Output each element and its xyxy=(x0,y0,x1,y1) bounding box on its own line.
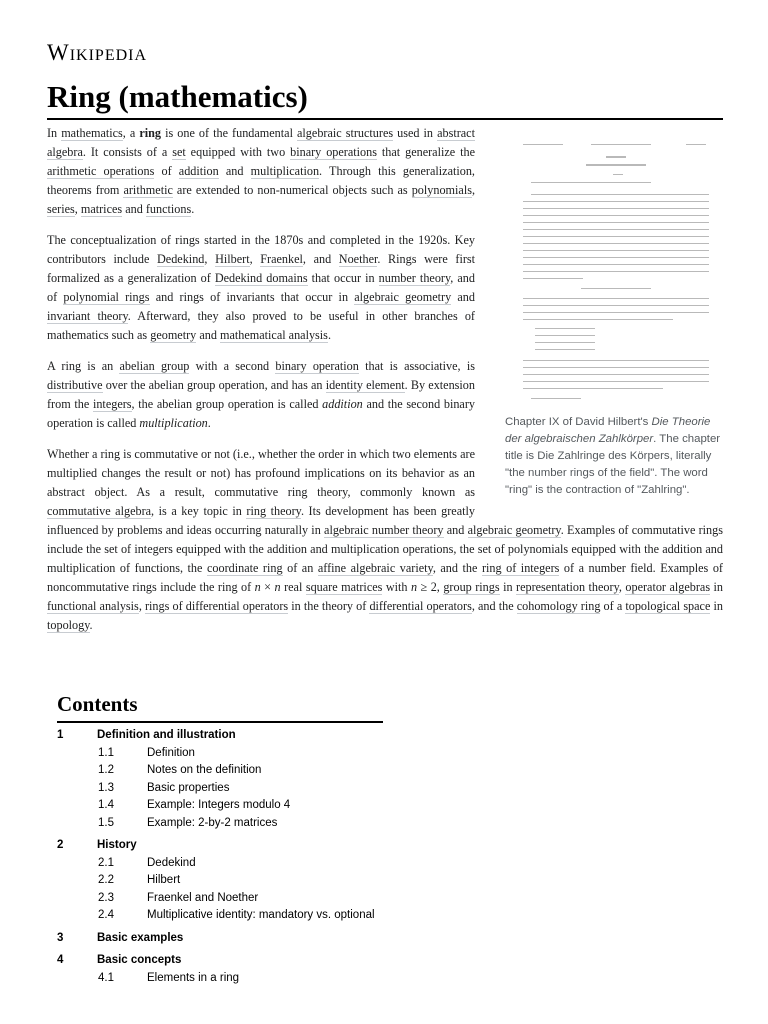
italic-term: n xyxy=(411,580,418,594)
text-run: . Examples of commutative rings include the set of integers equipped with the addition and multiplication operations, the set of polynomials equipped with the addition and multiplication of functions, the xyxy=(47,523,723,575)
text-run: with a second xyxy=(189,359,276,373)
text-run: . Through this generalization, theorems from xyxy=(47,164,475,197)
toc-entry[interactable] xyxy=(57,782,737,800)
text-run: that occur in xyxy=(307,271,379,285)
italic-term: multiplication xyxy=(139,416,208,430)
text-run: , the abelian group operation is called xyxy=(131,397,323,411)
text-run: . By extension from the xyxy=(47,378,475,411)
text-run: of a number field. Examples of noncommutative rings include the ring of xyxy=(47,561,723,594)
toc-number: 4 xyxy=(57,954,64,966)
text-run: of xyxy=(154,164,179,178)
toc-entry[interactable] xyxy=(57,857,737,875)
figure-caption: Chapter IX of David Hilbert's Die Theorie der algebraischen Zahlkörper. The chapter title is Die Zahlringe des Körpers, literally "the number rings of the field". The word "ring" is the contraction of "Zahlring". xyxy=(505,416,721,496)
article-link[interactable]: geometry xyxy=(150,328,197,342)
text-run: ≥ 2, xyxy=(417,580,444,594)
toc-entry[interactable] xyxy=(57,909,737,927)
toc-text: Fraenkel and Noether xyxy=(147,891,259,904)
article-link[interactable]: representation theory xyxy=(516,580,619,594)
article-link[interactable]: rings of differential operators xyxy=(144,599,289,613)
article-link[interactable]: arithmetic operations xyxy=(47,164,155,178)
text-run: and rings of invariants that occur in xyxy=(149,290,355,304)
article-link[interactable]: distributive xyxy=(47,378,103,392)
text-run: and xyxy=(122,202,146,216)
article-link[interactable]: cohomology ring xyxy=(516,599,601,613)
article-link[interactable]: operator algebras xyxy=(625,580,711,594)
article-link[interactable]: algebraic geometry xyxy=(467,523,561,537)
text-run: , xyxy=(471,183,475,197)
italic-term: n xyxy=(254,580,261,594)
toc-number: 2.3 xyxy=(98,891,114,904)
toc-text: Elements in a ring xyxy=(147,971,240,984)
text-run: in xyxy=(499,580,517,594)
scanned-page-image[interactable] xyxy=(521,140,711,402)
article-link[interactable]: series xyxy=(47,202,75,216)
article-link[interactable]: ring of integers xyxy=(481,561,560,575)
toc-number: 2.2 xyxy=(98,874,114,886)
text-run: . Afterward, they also proved to be useful in other branches of mathematics such as xyxy=(47,309,475,342)
article-link[interactable]: mathematical analysis xyxy=(219,328,328,342)
article-link[interactable]: algebraic geometry xyxy=(354,290,452,304)
text-run: A ring is an xyxy=(47,359,120,373)
text-run: in xyxy=(710,580,724,594)
text-run: Whether a ring is commutative or not (i.e., whether the order in which two elements are multiplied changes the result or not) has profound implications on its behavior as an abstract object. As a result, commutative ring theory, commonly known as xyxy=(47,447,475,499)
text-run: , xyxy=(74,202,81,216)
article-link[interactable]: commutative algebra xyxy=(47,504,152,518)
table-of-contents xyxy=(57,692,737,989)
text-run: over the abelian group operation, and has an xyxy=(102,378,326,392)
text-run: . xyxy=(327,328,331,342)
text-run: , and of xyxy=(47,271,475,304)
article-link[interactable]: integers xyxy=(92,397,132,411)
article-link[interactable]: set xyxy=(172,145,186,159)
text-run: of an xyxy=(282,561,318,575)
article-link[interactable]: polynomials xyxy=(411,183,472,197)
text-run: and xyxy=(196,328,220,342)
article-link[interactable]: affine algebraic variety xyxy=(317,561,433,575)
page-title: Ring (mathematics) xyxy=(47,78,723,120)
toc-number: 1.5 xyxy=(98,816,114,829)
article-body xyxy=(47,124,723,647)
toc-number: 1.2 xyxy=(98,764,114,776)
text-run: real xyxy=(280,580,306,594)
article-link[interactable]: functions xyxy=(145,202,192,216)
toc-text: Multiplicative identity: mandatory vs. optional xyxy=(147,909,375,921)
toc-text: Example: 2-by-2 matrices xyxy=(147,816,278,829)
text-run: In xyxy=(47,126,62,140)
text-run: in the theory of xyxy=(288,599,370,613)
article-link[interactable]: matrices xyxy=(80,202,123,216)
text-run: The conceptualization of rings started in the 1870s and completed in the 1920s. Key contributors include xyxy=(47,233,475,266)
toc-entry[interactable] xyxy=(57,764,737,782)
toc-text: Dedekind xyxy=(147,856,196,869)
toc-entry[interactable] xyxy=(57,799,737,817)
text-run: , and the xyxy=(471,599,517,613)
text-run: and the second binary operation is called xyxy=(47,397,475,430)
toc-entry[interactable] xyxy=(57,874,737,892)
text-run: , xyxy=(249,252,261,266)
toc-entry[interactable] xyxy=(57,817,737,835)
toc-entry[interactable] xyxy=(57,747,737,765)
text-run: . xyxy=(89,618,93,632)
article-link[interactable]: square matrices xyxy=(305,580,383,594)
text-run: . Its development has been greatly influenced by problems and ideas occurring naturally in xyxy=(47,504,475,537)
toc-entry[interactable] xyxy=(57,839,737,857)
toc-entry[interactable] xyxy=(57,932,737,950)
text-run: are extended to non-numerical objects such as xyxy=(172,183,412,197)
text-run: × xyxy=(260,580,275,594)
article-link[interactable]: Hilbert xyxy=(215,252,250,266)
toc-text: Example: Integers modulo 4 xyxy=(147,799,291,811)
text-run: equipped with two xyxy=(185,145,291,159)
article-link[interactable]: binary operations xyxy=(290,145,377,159)
text-run: used in xyxy=(393,126,438,140)
toc-entry[interactable] xyxy=(57,729,737,747)
article-link[interactable]: topological space xyxy=(625,599,711,613)
toc-entry[interactable] xyxy=(57,892,737,910)
article-link[interactable]: multiplication xyxy=(250,164,320,178)
toc-entry[interactable] xyxy=(57,972,737,990)
toc-number: 4.1 xyxy=(98,971,114,984)
article-link[interactable]: polynomial rings xyxy=(63,290,150,304)
text-run: , xyxy=(204,252,216,266)
toc-text: Basic properties xyxy=(147,781,230,794)
text-run: in xyxy=(710,599,723,613)
text-run: and xyxy=(218,164,251,178)
article-link[interactable]: group rings xyxy=(443,580,500,594)
article-link[interactable]: mathematics xyxy=(61,126,123,140)
article-link[interactable]: Fraenkel xyxy=(260,252,303,266)
wikipedia-logo[interactable]: Wikipedia xyxy=(47,40,148,65)
text-run: , and the xyxy=(432,561,482,575)
text-run: and xyxy=(443,523,468,537)
toc-text: Notes on the definition xyxy=(147,764,262,776)
text-run: , a xyxy=(122,126,140,140)
toc-text: History xyxy=(97,839,137,851)
text-run: . xyxy=(207,416,211,430)
article-link[interactable]: coordinate ring xyxy=(206,561,283,575)
toc-entry[interactable] xyxy=(57,954,737,972)
toc-number: 3 xyxy=(57,931,64,944)
article-link[interactable]: invariant theory xyxy=(47,309,128,323)
article-link[interactable]: ring theory xyxy=(246,504,301,518)
article-link[interactable]: algebraic structures xyxy=(297,126,394,140)
figure-hilbert xyxy=(505,124,723,499)
article-link[interactable]: number theory xyxy=(378,271,451,285)
italic-term: n xyxy=(274,580,281,594)
text-run: , and xyxy=(302,252,339,266)
text-run: that generalize the xyxy=(376,145,476,159)
article-link[interactable]: Noether xyxy=(338,252,378,266)
article-link[interactable]: algebraic number theory xyxy=(324,523,444,537)
toc-number: 1.3 xyxy=(98,781,114,794)
text-run: and xyxy=(451,290,475,304)
text-run: , xyxy=(618,580,626,594)
article-link[interactable]: addition xyxy=(178,164,219,178)
bold-term: ring xyxy=(139,126,162,140)
toc-text: Definition xyxy=(147,746,195,759)
text-run: with xyxy=(382,580,411,594)
article-link[interactable]: functional analysis xyxy=(47,599,139,613)
text-run: . xyxy=(191,202,195,216)
toc-list xyxy=(57,729,737,989)
toc-text: Definition and illustration xyxy=(97,729,236,741)
toc-number: 1.1 xyxy=(98,746,114,759)
italic-term: addition xyxy=(322,397,363,411)
toc-number: 2.1 xyxy=(98,856,114,869)
article-link[interactable]: arithmetic xyxy=(123,183,173,197)
text-run: that is associative, is xyxy=(358,359,475,373)
article-link[interactable]: abstract algebra xyxy=(47,126,475,159)
toc-number: 1 xyxy=(57,729,64,741)
text-run: , is a key topic in xyxy=(151,504,247,518)
article-link[interactable]: differential operators xyxy=(369,599,472,613)
toc-text: Hilbert xyxy=(147,874,181,886)
toc-text: Basic concepts xyxy=(97,954,182,966)
article-link[interactable]: Dedekind domains xyxy=(214,271,308,285)
toc-number: 2 xyxy=(57,839,64,851)
text-run: . Rings were first formalized as a generalization of xyxy=(47,252,476,285)
text-run: , xyxy=(138,599,145,613)
toc-number: 1.4 xyxy=(98,799,114,811)
article-link[interactable]: abelian group xyxy=(119,359,190,373)
article-link[interactable]: identity element xyxy=(325,378,405,392)
text-run: of a xyxy=(600,599,626,613)
text-run: . It consists of a xyxy=(82,145,173,159)
toc-number: 2.4 xyxy=(98,909,114,921)
article-link[interactable]: binary operation xyxy=(275,359,359,373)
toc-text: Basic examples xyxy=(97,931,184,944)
toc-title: Contents xyxy=(57,692,383,723)
article-link[interactable]: topology xyxy=(47,618,90,632)
article-link[interactable]: Dedekind xyxy=(157,252,205,266)
text-run: is one of the fundamental xyxy=(161,126,298,140)
